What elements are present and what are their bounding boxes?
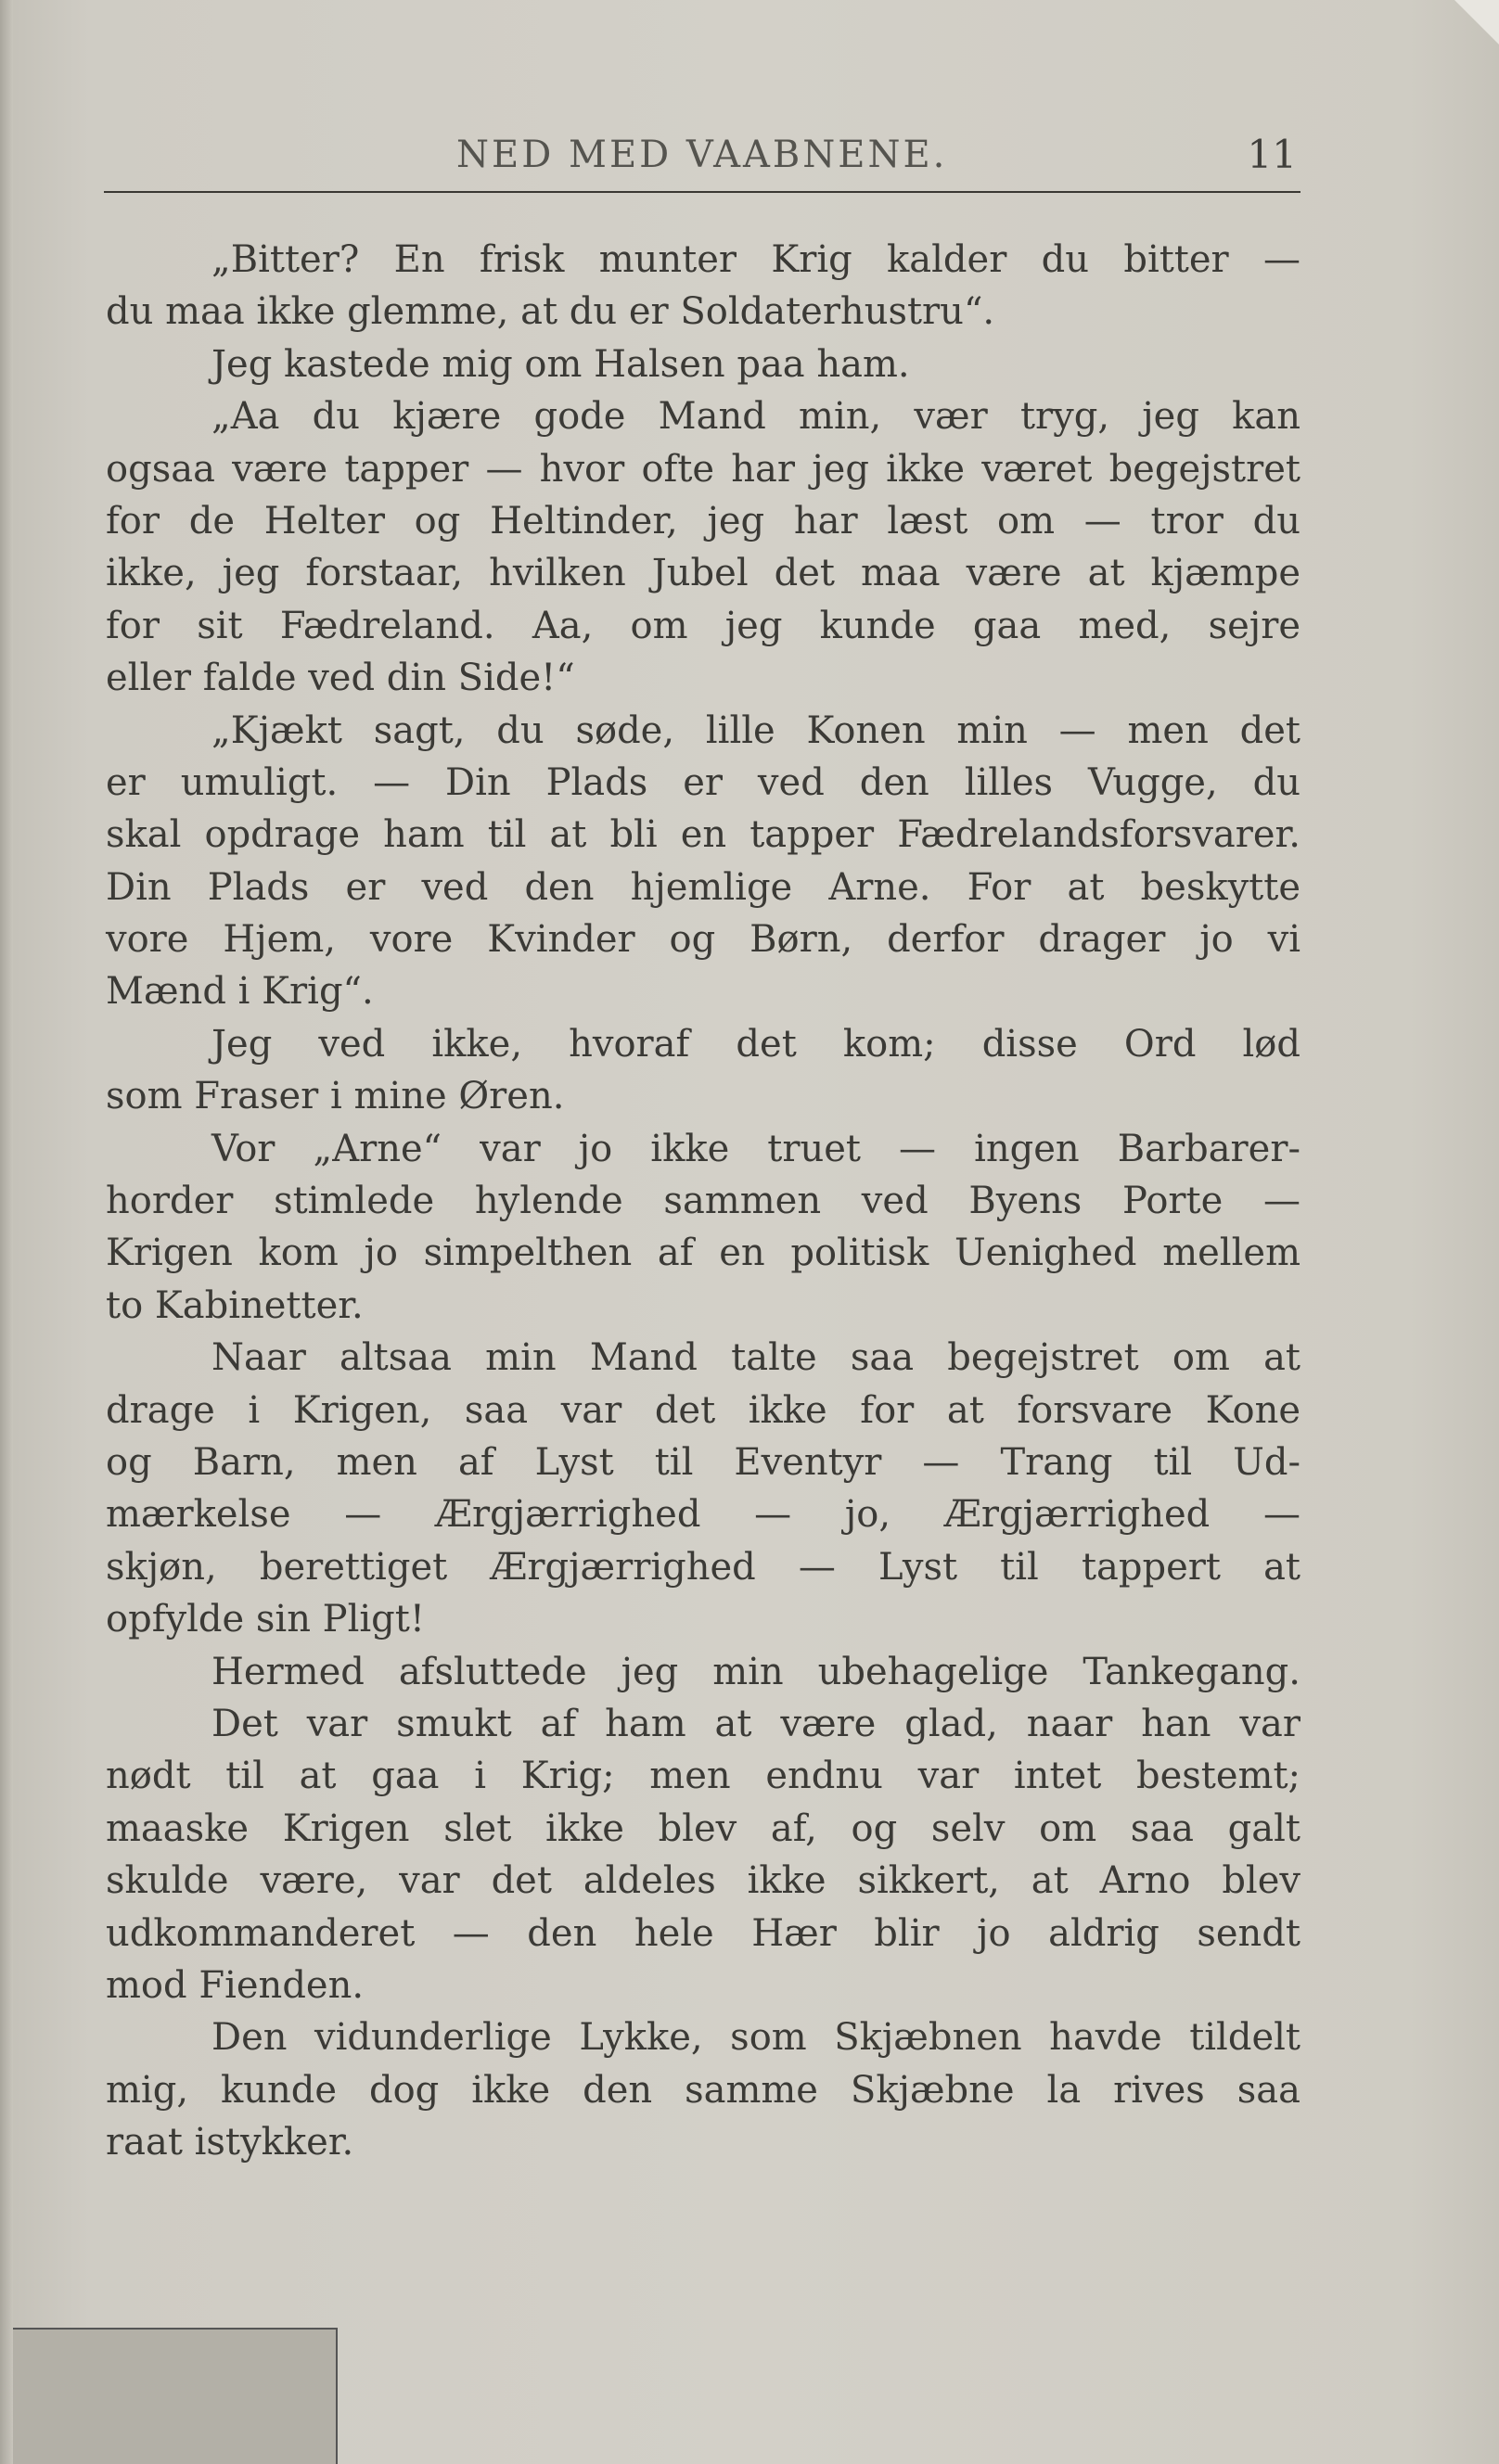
text-line: „Kjækt sagt, du søde, lille Konen min — men det: [211, 709, 1300, 752]
text-line: Den vidunderlige Lykke, som Skjæbnen havde tildelt: [211, 2016, 1300, 2060]
text-line: mod Fienden.: [106, 1963, 365, 2007]
text-line: for sit Fædreland. Aa, om jeg kunde gaa med, sejre: [106, 604, 1300, 647]
text-line: „Bitter? En frisk munter Krig kalder du bitter —: [211, 238, 1300, 281]
page-corner: [1454, 0, 1499, 45]
text-line: Jeg kastede mig om Halsen paa ham.: [211, 342, 910, 386]
page-header: [104, 130, 1300, 193]
page-binding-edge: [0, 0, 13, 2464]
text-line: vore Hjem, vore Kvinder og Børn, derfor drager jo vi: [106, 918, 1300, 962]
text-line: skjøn, berettiget Ærgjærrighed — Lyst til tappert at: [106, 1545, 1300, 1589]
text-line: Krigen kom jo simpelthen af en politisk Uenighed mellem: [106, 1232, 1300, 1275]
text-line: skulde være, var det aldeles ikke sikkert, at Arno blev: [106, 1859, 1300, 1903]
text-line: ikke, jeg forstaar, hvilken Jubel det maa være at kjæmpe: [106, 552, 1300, 595]
text-line: Mænd i Krig“.: [106, 970, 374, 1014]
text-line: du maa ikke glemme, at du er Soldaterhustru“.: [106, 290, 995, 334]
text-line: mærkelse — Ærgjærrighed — jo, Ærgjærrighed —: [106, 1493, 1300, 1537]
text-line: er umuligt. — Din Plads er ved den lilles Vugge, du: [106, 760, 1300, 804]
body-text: [106, 234, 1300, 2168]
text-line: nødt til at gaa i Krig; men endnu var intet bestemt;: [106, 1755, 1300, 1798]
text-line: Din Plads er ved den hjemlige Arne. For at beskytte: [106, 865, 1300, 909]
text-line: Det var smukt af ham at være glad, naar han var: [211, 1702, 1300, 1745]
text-line: Jeg ved ikke, hvoraf det kom; disse Ord lød: [211, 1022, 1300, 1066]
text-line: Hermed afsluttede jeg min ubehagelige Tankegang.: [211, 1650, 1300, 1693]
text-line: maaske Krigen slet ikke blev af, og selv om saa galt: [106, 1807, 1300, 1850]
text-line: mig, kunde dog ikke den samme Skjæbne la rives saa: [106, 2068, 1300, 2112]
text-line: udkommanderet — den hele Hær blir jo aldrig sendt: [106, 1911, 1300, 1955]
library-label: [13, 2328, 338, 2464]
text-line: horder stimlede hylende sammen ved Byens Porte —: [106, 1180, 1300, 1223]
text-line: Vor „Arne“ var jo ikke truet — ingen Barbarer-: [211, 1127, 1300, 1170]
text-line: raat istykker.: [106, 2121, 354, 2164]
text-line: drage i Krigen, saa var det ikke for at forsvare Kone: [106, 1388, 1300, 1432]
text-line: skal opdrage ham til at bli en tapper Fædrelandsforsvarer.: [106, 813, 1300, 857]
text-line: Naar altsaa min Mand talte saa begejstret om at: [211, 1336, 1300, 1380]
text-line: som Fraser i mine Øren.: [106, 1075, 565, 1118]
running-title: NED MED VAABNENE.: [456, 134, 948, 176]
text-line: „Aa du kjære gode Mand min, vær tryg, jeg kan: [211, 395, 1300, 439]
text-line: eller falde ved din Side!“: [106, 657, 575, 700]
text-line: ogsaa være tapper — hvor ofte har jeg ikke været begejstret: [106, 447, 1300, 491]
text-line: for de Helter og Heltinder, jeg har læst om — tror du: [106, 499, 1300, 543]
text-line: opfylde sin Pligt!: [106, 1598, 425, 1641]
text-line: og Barn, men af Lyst til Eventyr — Trang til Ud-: [106, 1440, 1300, 1484]
page-number: 11: [1247, 132, 1297, 177]
text-line: to Kabinetter.: [106, 1283, 364, 1327]
